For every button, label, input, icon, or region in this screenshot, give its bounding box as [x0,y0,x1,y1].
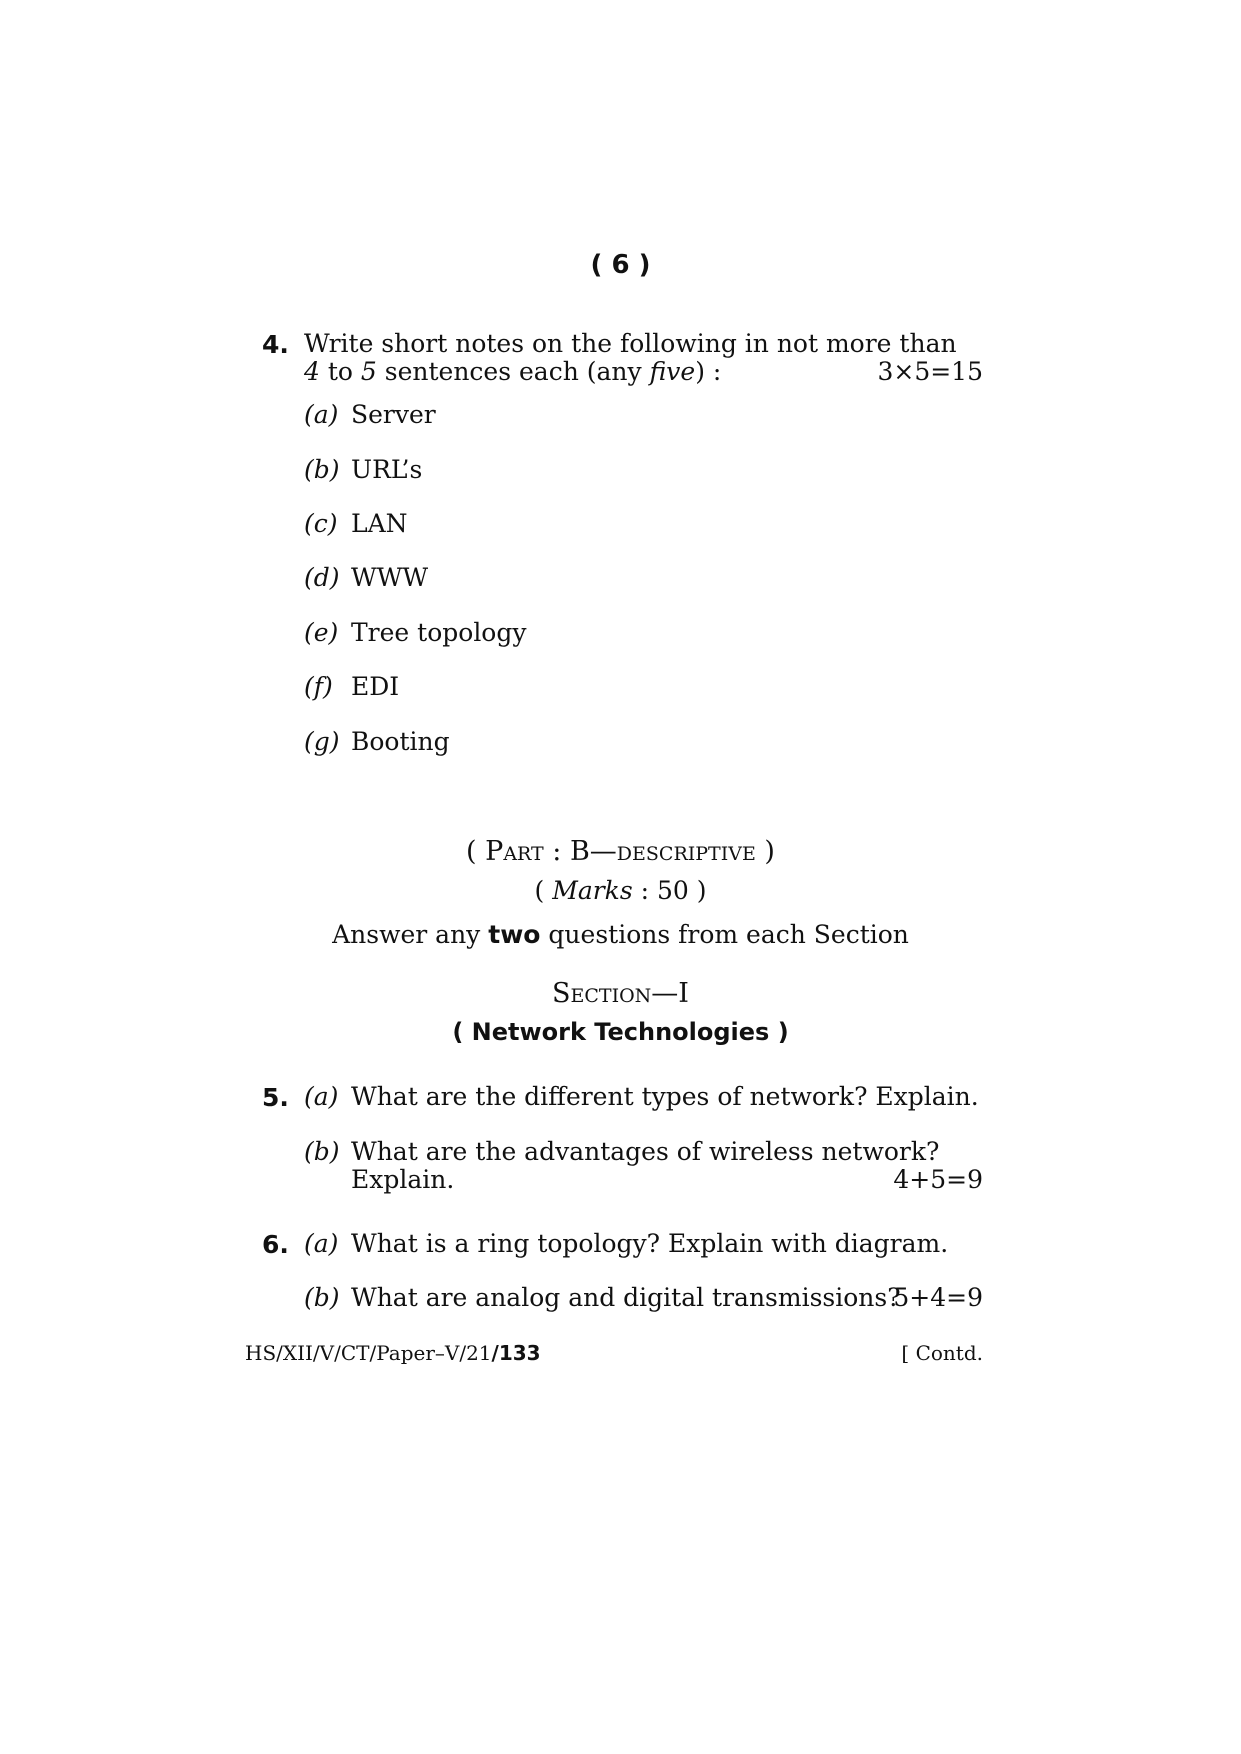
q5-number: 5. [262,1083,289,1112]
part-b-instructions: Answer any two questions from each Section [332,920,909,949]
part-b-heading: ( Part : B—descriptive ) [466,836,775,867]
q4-item-text: WWW [351,563,429,592]
q6b-label: (b) [304,1283,340,1312]
q4-line1: Write short notes on the following in not more than [304,329,957,358]
page-number: ( 6 ) [590,250,651,280]
q5b-line2: Explain. [351,1165,455,1194]
part-b-marks: ( Marks : 50 ) [534,876,707,905]
q4-item-label: (d) [304,563,340,592]
q4-item-label: (e) [304,618,339,647]
paper-code: HS/XII/V/CT/Paper–V/21/133 [245,1341,541,1365]
q6a-label: (a) [304,1229,339,1258]
q4-line2: 4 to 5 sentences each (any five) : [304,357,722,386]
q6-marks: 5+4=9 [893,1283,983,1312]
q5b-line1: What are the advantages of wireless network? [351,1137,940,1166]
q4-item-text: Server [351,400,436,429]
q6b-text: What are analog and digital transmissions? [351,1283,901,1312]
q4-item-text: LAN [351,509,408,538]
q4-number: 4. [262,330,289,359]
q5a-text: What are the different types of network? Explain. [351,1082,979,1111]
section-heading: Section—I [552,978,689,1009]
q5a-label: (a) [304,1082,339,1111]
q4-item-label: (a) [304,400,339,429]
q4-item-label: (g) [304,727,340,756]
q4-item-text: EDI [351,672,400,701]
q4-item-text: Booting [351,727,450,756]
q4-item-label: (c) [304,509,338,538]
q4-item-label: (b) [304,455,340,484]
q5b-label: (b) [304,1137,340,1166]
q4-item-text: URL’s [351,455,423,484]
q4-item-label: (f) [304,672,333,701]
q6a-text: What is a ring topology? Explain with diagram. [351,1229,949,1258]
q5-marks: 4+5=9 [893,1165,983,1194]
q4-marks: 3×5=15 [877,357,983,386]
contd-label: [ Contd. [901,1341,983,1365]
q4-item-text: Tree topology [351,618,527,647]
q6-number: 6. [262,1230,289,1259]
section-title: ( Network Technologies ) [452,1018,789,1046]
